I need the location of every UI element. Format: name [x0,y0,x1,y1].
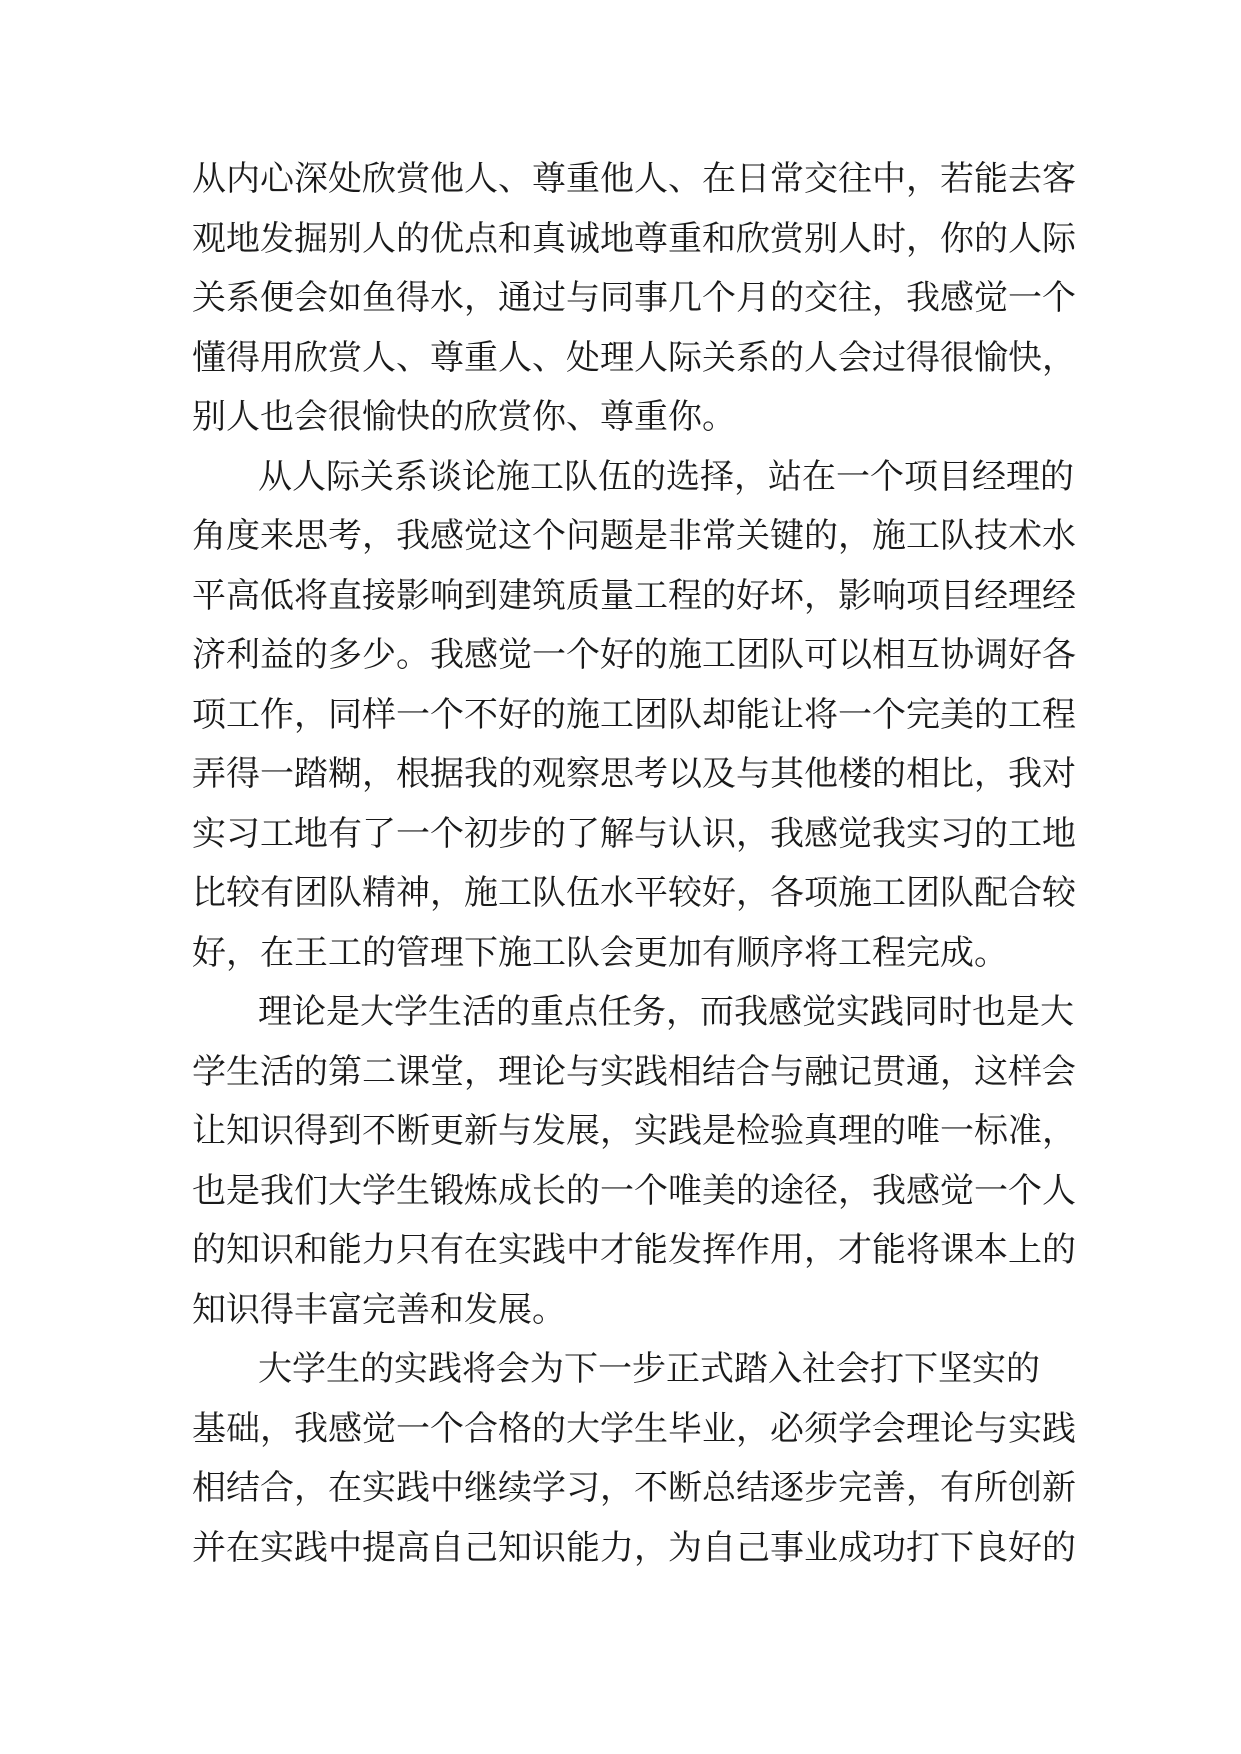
text-line: 从内心深处欣赏他人、尊重他人、在日常交往中，若能去客 [192,159,1076,199]
paragraph-2 [192,448,1076,984]
text-line: 关系便会如鱼得水，通过与同事几个月的交往，我感觉一个 [192,278,1076,318]
text-line: 观地发掘别人的优点和真诚地尊重和欣赏别人时，你的人际 [192,218,1076,259]
text-line: 济利益的多少。我感觉一个好的施工团队可以相互协调好各 [192,635,1076,675]
text-line: 学生活的第二课堂，理论与实践相结合与融记贯通，这样会 [192,1051,1076,1092]
text-line: 好，在王工的管理下施工队会更加有顺序将工程完成。 [192,932,1008,973]
text-line: 实习工地有了一个初步的了解与认识，我感觉我实习的工地 [192,813,1076,854]
text-line: 大学生的实践将会为下一步正式踏入社会打下坚实的 [258,1349,1040,1389]
text-line: 让知识得到不断更新与发展，实践是检验真理的唯一标准， [192,1111,1076,1151]
text-line: 懂得用欣赏人、尊重人、处理人际关系的人会过得很愉快， [192,337,1076,378]
text-line: 理论是大学生活的重点任务，而我感觉实践同时也是大 [258,992,1074,1032]
paragraph-3 [192,983,1076,1340]
document-body [192,150,1076,1578]
text-line: 并在实践中提高自己知识能力，为自己事业成功打下良好的 [192,1527,1076,1568]
text-line: 比较有团队精神，施工队伍水平较好，各项施工团队配合较 [192,873,1076,913]
text-line: 平高低将直接影响到建筑质量工程的好坏，影响项目经理经 [192,575,1076,616]
text-line: 角度来思考，我感觉这个问题是非常关键的，施工队技术水 [192,516,1076,556]
text-line: 的知识和能力只有在实践中才能发挥作用，才能将课本上的 [192,1230,1076,1270]
text-line: 弄得一踏糊，根据我的观察思考以及与其他楼的相比，我对 [192,754,1076,794]
paragraph-4 [192,1340,1076,1578]
text-line: 基础，我感觉一个合格的大学生毕业，必须学会理论与实践 [192,1408,1076,1449]
text-line: 相结合，在实践中继续学习，不断总结逐步完善，有所创新 [192,1468,1076,1508]
text-line: 别人也会很愉快的欣赏你、尊重你。 [192,397,736,437]
text-line: 从人际关系谈论施工队伍的选择，站在一个项目经理的 [258,456,1074,497]
paragraph-1 [192,150,1076,448]
text-line: 也是我们大学生锻炼成长的一个唯美的途径，我感觉一个人 [192,1170,1076,1211]
text-line: 项工作，同样一个不好的施工团队却能让将一个完美的工程 [192,694,1076,735]
text-line: 知识得丰富完善和发展。 [192,1289,566,1330]
